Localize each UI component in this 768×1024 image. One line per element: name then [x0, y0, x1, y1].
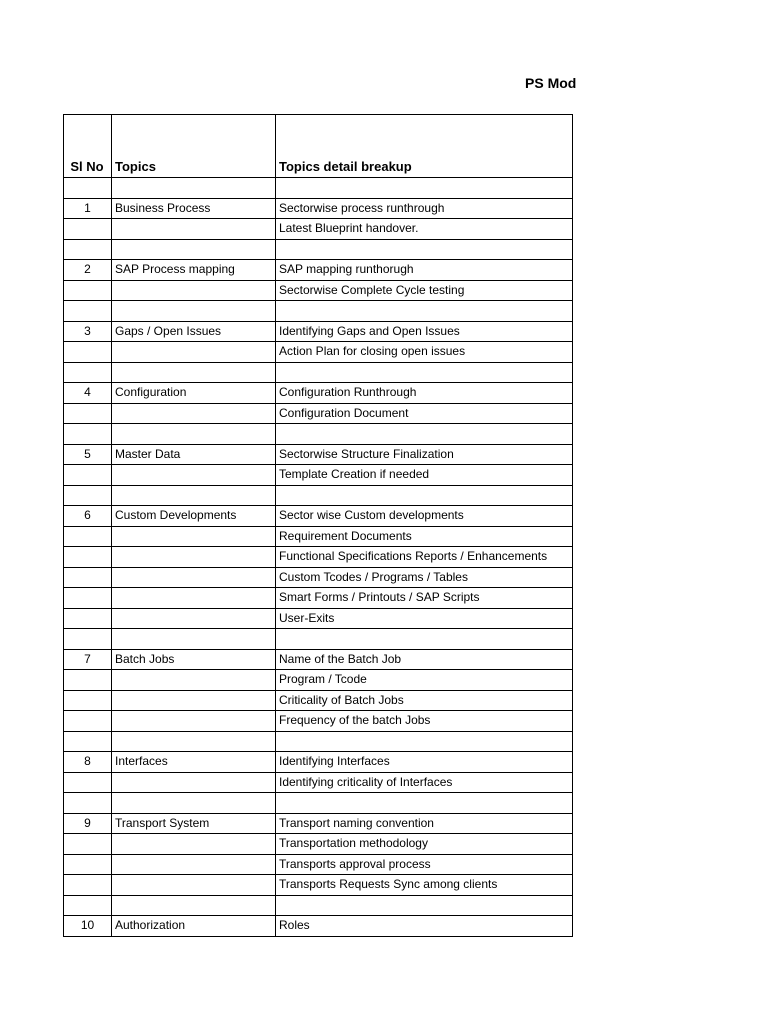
topic-cell	[112, 362, 276, 383]
table-row	[64, 629, 573, 650]
detail-cell: Transportation methodology	[276, 834, 573, 855]
detail-cell: Sectorwise Structure Finalization	[276, 444, 573, 465]
detail-cell: Sectorwise process runthrough	[276, 198, 573, 219]
table-row	[64, 239, 573, 260]
table-row	[64, 362, 573, 383]
detail-cell: Transports Requests Sync among clients	[276, 875, 573, 896]
sl-no-cell	[64, 362, 112, 383]
detail-cell: Smart Forms / Printouts / SAP Scripts	[276, 588, 573, 609]
detail-cell: Requirement Documents	[276, 526, 573, 547]
table-row	[64, 526, 573, 547]
detail-cell: Action Plan for closing open issues	[276, 342, 573, 363]
topic-cell: Custom Developments	[112, 506, 276, 527]
table-row	[64, 752, 573, 773]
sl-no-cell	[64, 219, 112, 240]
topic-cell	[112, 772, 276, 793]
sl-no-cell	[64, 670, 112, 691]
page-title: PS Mod	[525, 75, 577, 91]
topic-cell	[112, 301, 276, 322]
topic-cell	[112, 567, 276, 588]
table-row	[64, 813, 573, 834]
table-row	[64, 403, 573, 424]
topic-cell	[112, 711, 276, 732]
table-row	[64, 321, 573, 342]
table-row	[64, 608, 573, 629]
detail-cell: User-Exits	[276, 608, 573, 629]
sl-no-cell: 1	[64, 198, 112, 219]
detail-cell	[276, 424, 573, 445]
sl-no-cell	[64, 526, 112, 547]
table-row	[64, 219, 573, 240]
sl-no-cell: 10	[64, 916, 112, 937]
topic-cell	[112, 588, 276, 609]
sl-no-cell	[64, 239, 112, 260]
table-row	[64, 895, 573, 916]
topic-cell	[112, 690, 276, 711]
table-row	[64, 588, 573, 609]
sl-no-cell	[64, 793, 112, 814]
sl-no-cell	[64, 424, 112, 445]
table-row	[64, 547, 573, 568]
topic-cell	[112, 424, 276, 445]
table-row	[64, 670, 573, 691]
table-row	[64, 834, 573, 855]
sl-no-cell: 2	[64, 260, 112, 281]
table-row	[64, 772, 573, 793]
detail-cell	[276, 629, 573, 650]
table-row	[64, 854, 573, 875]
sl-no-cell: 5	[64, 444, 112, 465]
header-topics-detail: Topics detail breakup	[276, 115, 573, 178]
table-row	[64, 301, 573, 322]
sl-no-cell: 9	[64, 813, 112, 834]
topic-cell: SAP Process mapping	[112, 260, 276, 281]
detail-cell	[276, 793, 573, 814]
detail-cell: Custom Tcodes / Programs / Tables	[276, 567, 573, 588]
topics-table	[63, 114, 573, 937]
detail-cell: Transport naming convention	[276, 813, 573, 834]
table-row	[64, 383, 573, 404]
topic-cell	[112, 465, 276, 486]
sl-no-cell	[64, 485, 112, 506]
topic-cell: Business Process	[112, 198, 276, 219]
detail-cell: Criticality of Batch Jobs	[276, 690, 573, 711]
topic-cell: Configuration	[112, 383, 276, 404]
table-row	[64, 567, 573, 588]
table-row	[64, 711, 573, 732]
topic-cell	[112, 403, 276, 424]
sl-no-cell: 3	[64, 321, 112, 342]
table-row	[64, 875, 573, 896]
topic-cell: Authorization	[112, 916, 276, 937]
topic-cell	[112, 342, 276, 363]
detail-cell	[276, 362, 573, 383]
topic-cell	[112, 629, 276, 650]
detail-cell: Identifying Interfaces	[276, 752, 573, 773]
topic-cell	[112, 834, 276, 855]
sl-no-cell	[64, 178, 112, 199]
detail-cell	[276, 895, 573, 916]
sl-no-cell: 4	[64, 383, 112, 404]
table-row	[64, 793, 573, 814]
sl-no-cell	[64, 280, 112, 301]
detail-cell	[276, 485, 573, 506]
detail-cell	[276, 301, 573, 322]
topic-cell	[112, 178, 276, 199]
detail-cell: Program / Tcode	[276, 670, 573, 691]
table-row	[64, 342, 573, 363]
detail-cell: Latest Blueprint handover.	[276, 219, 573, 240]
sl-no-cell: 8	[64, 752, 112, 773]
topic-cell: Interfaces	[112, 752, 276, 773]
sl-no-cell	[64, 895, 112, 916]
detail-cell: SAP mapping runthorugh	[276, 260, 573, 281]
detail-cell: Identifying criticality of Interfaces	[276, 772, 573, 793]
detail-cell	[276, 178, 573, 199]
topic-cell	[112, 731, 276, 752]
detail-cell: Sector wise Custom developments	[276, 506, 573, 527]
sl-no-cell	[64, 403, 112, 424]
topic-cell: Master Data	[112, 444, 276, 465]
detail-cell: Sectorwise Complete Cycle testing	[276, 280, 573, 301]
topic-cell: Transport System	[112, 813, 276, 834]
topic-cell	[112, 793, 276, 814]
detail-cell: Functional Specifications Reports / Enhancements	[276, 547, 573, 568]
sl-no-cell: 6	[64, 506, 112, 527]
sl-no-cell	[64, 465, 112, 486]
sl-no-cell	[64, 547, 112, 568]
sl-no-cell	[64, 772, 112, 793]
detail-cell: Identifying Gaps and Open Issues	[276, 321, 573, 342]
table-row	[64, 649, 573, 670]
detail-cell	[276, 239, 573, 260]
table-header-row	[64, 115, 573, 178]
table-row	[64, 260, 573, 281]
detail-cell	[276, 731, 573, 752]
topic-cell	[112, 854, 276, 875]
topic-cell: Gaps / Open Issues	[112, 321, 276, 342]
table-row	[64, 731, 573, 752]
topic-cell	[112, 280, 276, 301]
table-row	[64, 506, 573, 527]
sl-no-cell	[64, 854, 112, 875]
sl-no-cell	[64, 875, 112, 896]
detail-cell: Name of the Batch Job	[276, 649, 573, 670]
topic-cell	[112, 895, 276, 916]
detail-cell: Transports approval process	[276, 854, 573, 875]
sl-no-cell	[64, 301, 112, 322]
topic-cell	[112, 239, 276, 260]
sl-no-cell	[64, 629, 112, 650]
sl-no-cell	[64, 567, 112, 588]
topic-cell	[112, 485, 276, 506]
topic-cell: Batch Jobs	[112, 649, 276, 670]
table-row	[64, 178, 573, 199]
topic-cell	[112, 670, 276, 691]
table-row	[64, 916, 573, 937]
detail-cell: Configuration Document	[276, 403, 573, 424]
table-row	[64, 485, 573, 506]
topic-cell	[112, 219, 276, 240]
sl-no-cell	[64, 690, 112, 711]
sl-no-cell	[64, 342, 112, 363]
sl-no-cell	[64, 588, 112, 609]
table-row	[64, 198, 573, 219]
detail-cell: Frequency of the batch Jobs	[276, 711, 573, 732]
detail-cell: Template Creation if needed	[276, 465, 573, 486]
topic-cell	[112, 875, 276, 896]
detail-cell: Configuration Runthrough	[276, 383, 573, 404]
topic-cell	[112, 608, 276, 629]
sl-no-cell	[64, 711, 112, 732]
topic-cell	[112, 526, 276, 547]
table-row	[64, 424, 573, 445]
table-row	[64, 690, 573, 711]
header-sl-no: Sl No	[64, 115, 112, 178]
sl-no-cell	[64, 608, 112, 629]
table-row	[64, 444, 573, 465]
detail-cell: Roles	[276, 916, 573, 937]
table-row	[64, 280, 573, 301]
sl-no-cell: 7	[64, 649, 112, 670]
table-row	[64, 465, 573, 486]
sl-no-cell	[64, 731, 112, 752]
sl-no-cell	[64, 834, 112, 855]
topic-cell	[112, 547, 276, 568]
header-topics: Topics	[112, 115, 276, 178]
